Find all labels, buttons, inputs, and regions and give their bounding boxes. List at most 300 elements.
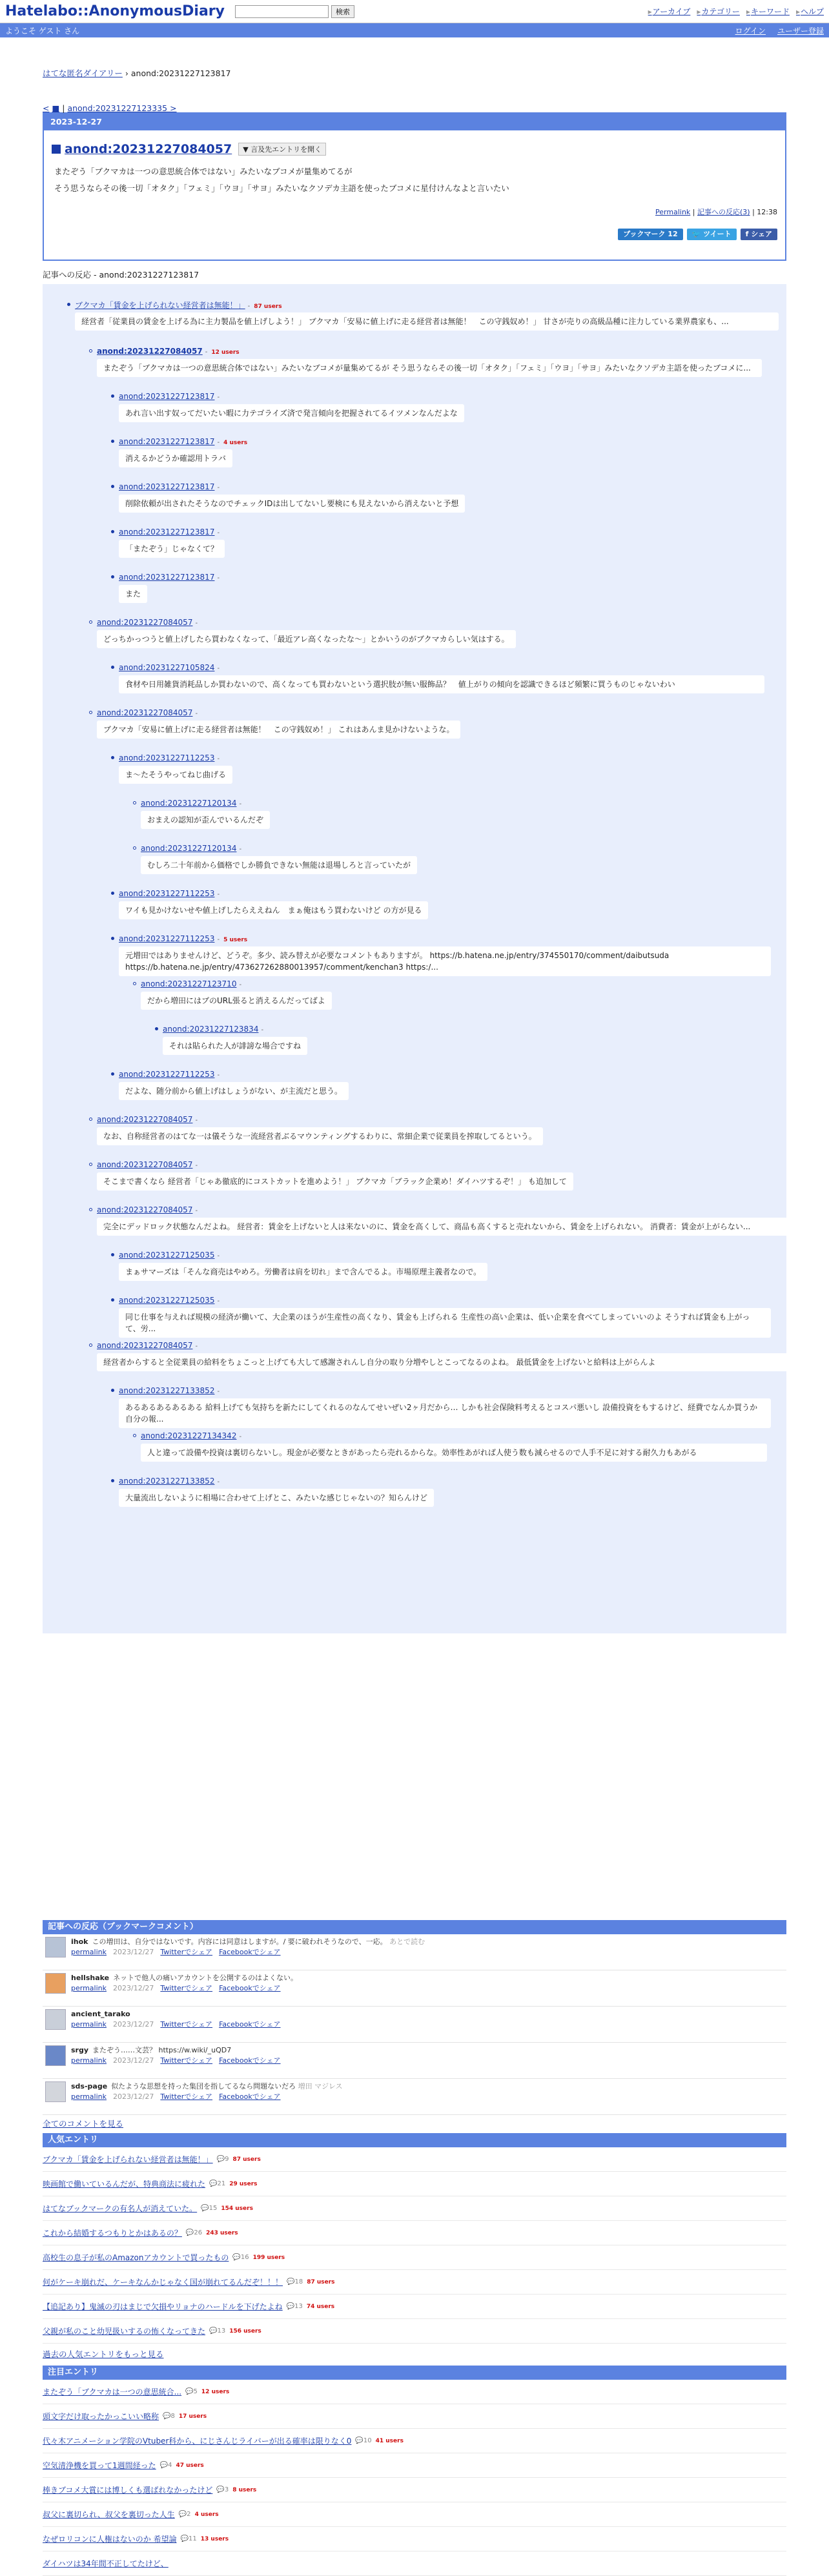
comment-twitter-share[interactable]: Twitterでシェア <box>160 1984 213 1992</box>
comment-count: 💬26 <box>185 2229 203 2236</box>
reaction-link[interactable]: anond:20231227123817 <box>119 392 215 401</box>
comment-date: 2023/12/27 <box>113 1948 154 1956</box>
comment-tag[interactable]: 増田 マジレス <box>296 2082 343 2090</box>
comment-count: 💬13 <box>286 2303 303 2310</box>
comment-count: 💬15 <box>201 2205 218 2212</box>
comment-facebook-share[interactable]: Facebookでシェア <box>219 1984 281 1992</box>
comment-count: 💬3 <box>216 2486 229 2493</box>
users-count: 87 users <box>232 2156 261 2163</box>
collapse-toggle[interactable]: - <box>217 891 220 898</box>
reaction-link[interactable]: anond:20231227084057 <box>97 708 193 717</box>
comment-user[interactable]: sds-page <box>71 2082 108 2090</box>
reaction-excerpt: なお、自称経営者のはてな一は儀そうな一流経営者ぶるマウンティングするわりに、常細企業で従業員を搾取してるという。 <box>97 1127 543 1145</box>
reaction-excerpt: むしろ二十年前から価格でしか勝負できない無能は退場しろと言っていたが <box>141 856 417 874</box>
bookmark-label: ブックマーク 12 <box>623 230 678 238</box>
bullet <box>89 620 92 624</box>
comment-facebook-share[interactable]: Facebookでシェア <box>219 2056 281 2065</box>
popular-title: 人気エントリ <box>43 2133 786 2147</box>
reaction-excerpt: 同じ仕事を与えれば規模の経済が働いて、大企業のほうが生産性の高くなり、賃金も上げられる 生産性の高い企業は、低い企業を食べてしまっていいのよ そうすれば賃金も上がって、労... <box>119 1308 771 1338</box>
entry-link[interactable]: なぜロリコンに人権はないのか 希望論 <box>43 2535 177 2544</box>
comment-facebook-share[interactable]: Facebookでシェア <box>219 1948 281 1956</box>
bullet <box>133 801 136 804</box>
welcome-text: ようこそ ゲスト さん <box>5 26 80 36</box>
reaction-link[interactable]: anond:20231227084057 <box>97 1115 193 1124</box>
entry-item <box>43 2295 786 2319</box>
breadcrumb-home[interactable]: はてな匿名ダイアリー <box>43 68 123 78</box>
reaction-link[interactable]: anond:20231227084057 <box>97 618 193 627</box>
bullet <box>111 1253 114 1256</box>
bullet <box>133 846 136 850</box>
breadcrumb-separator: › <box>125 68 128 78</box>
reaction-excerpt: 「またぞう」じゃなくて？ <box>119 540 225 558</box>
comment-body <box>71 1973 298 2003</box>
entry-line-1: またぞう「ブクマカは一つの意思統合体ではない」みたいなブコメが量集めてるが <box>54 167 353 176</box>
entry-item <box>43 2147 786 2172</box>
collapse-toggle[interactable]: - <box>217 665 220 672</box>
reaction-link[interactable]: anond:20231227125035 <box>119 1251 215 1260</box>
reaction-excerpt: まぁサマーズは「そんな商売はやめろ。労働者は肩を切れ」まで含んでるよ。市場原理主義者なので。 <box>119 1263 487 1281</box>
entry-time: 12:38 <box>757 208 777 216</box>
comment-permalink[interactable]: permalink <box>71 1984 107 1992</box>
reaction-link[interactable]: anond:20231227105824 <box>119 663 215 672</box>
avatar[interactable] <box>45 2045 66 2066</box>
reaction-tree <box>43 284 786 1633</box>
users-count: 41 users <box>375 2437 404 2444</box>
login-link[interactable]: ログイン <box>735 26 766 36</box>
search-input[interactable] <box>235 5 329 18</box>
comment-count: 💬2 <box>178 2511 191 2518</box>
entry-date: 2023-12-27 <box>44 114 785 130</box>
comment-date: 2023/12/27 <box>113 2020 154 2029</box>
reaction-excerpt: あれ言い出す奴ってだいたい暇に力テゴライズ済で発言傾向を把握されてるイツメンなんだよな <box>119 404 464 422</box>
bullet <box>89 1208 92 1211</box>
notable-title: 注目エントリ <box>43 2366 786 2380</box>
users-count: 5 users <box>223 937 248 943</box>
reaction-excerpt: 元増田ではありませんけど、どうぞ。多少、読み替えが必要なコメントもありますが。 https://b.hatena.ne.jp/entry/374550170/comment/daibutsuda https://b.hatena.ne.jp/entry/473627262880013957/comment/kenchan3 https:/... <box>119 946 771 976</box>
users-count: 74 users <box>306 2303 335 2310</box>
facebook-share-button[interactable] <box>741 229 777 240</box>
reaction-link-row <box>119 482 220 491</box>
entry-link[interactable]: またぞう「ブクマカは一つの意思統合... <box>43 2387 182 2397</box>
entry-link[interactable]: ブクマカ「賃金を上げられない経営者は無能！」 <box>43 2155 213 2164</box>
reaction-excerpt: 消えるかどうか確認用トラバ <box>119 449 232 467</box>
comment-permalink[interactable]: permalink <box>71 2020 107 2029</box>
reaction-excerpt: どっちかっつうと値上げしたら買わなくなって、「最近アレ高くなったな〜」とかいうのがブクマカらしい気はする。 <box>97 630 516 648</box>
collapse-toggle[interactable]: - <box>217 1388 220 1395</box>
header-nav <box>648 6 824 17</box>
comment-body <box>71 2081 343 2112</box>
bullet <box>89 1163 92 1166</box>
comment-count: 💬10 <box>355 2437 372 2444</box>
comment-user[interactable]: hellshake <box>71 1974 110 1982</box>
entry-item <box>43 2478 786 2502</box>
reaction-excerpt: だから増田にはブのURL張ると消えるんだってばよ <box>141 992 332 1010</box>
reaction-link[interactable]: anond:20231227084057 <box>97 347 203 356</box>
reaction-link[interactable]: anond:20231227084057 <box>97 1205 193 1214</box>
avatar[interactable] <box>45 1973 66 1994</box>
bullet <box>111 666 114 669</box>
reaction-excerpt: ま〜たそうやってねじ曲げる <box>119 766 232 784</box>
user-bar <box>0 23 829 37</box>
collapse-toggle[interactable]: - <box>217 1298 220 1305</box>
users-count: 12 users <box>201 2388 230 2395</box>
reaction-excerpt: 経営者からすると全従業員の給料をちょこっと上げても大して感謝されんし自分の取り分増やしとこってなるのよね。 最低賃金を上げないと給料は上がらんよ <box>97 1353 794 1371</box>
entry-link[interactable]: これから結婚するつもりとかはあるの？ <box>43 2229 182 2238</box>
entry-item <box>43 2380 786 2404</box>
comment-twitter-share[interactable]: Twitterでシェア <box>160 2092 213 2101</box>
reaction-link[interactable]: anond:20231227112253 <box>119 889 215 898</box>
comment-permalink[interactable]: permalink <box>71 2056 107 2065</box>
comment-links <box>71 1983 298 1994</box>
comment-body <box>71 1937 425 1967</box>
avatar[interactable] <box>45 2009 66 2030</box>
reaction-link[interactable]: anond:20231227123817 <box>119 573 215 582</box>
bullet <box>111 485 114 488</box>
collapse-toggle[interactable]: - <box>217 1478 220 1486</box>
site-header <box>0 0 829 23</box>
bullet <box>89 349 92 353</box>
reaction-excerpt: 食材や日用雑貨消耗品しか買わないので、高くなっても買わないという選択肢が無い服飾品？ 値上がりの傾向を認識できるほど頻繁に買うものじゃないわい <box>119 675 764 693</box>
reaction-link[interactable]: anond:20231227123834 <box>163 1025 259 1034</box>
reaction-link[interactable]: anond:20231227084057 <box>97 1341 193 1350</box>
all-comments-link[interactable]: 全てのコメントを見る <box>43 2119 124 2129</box>
reaction-excerpt: 削除依頼が出されたそうなのでチェックIDは出してないし要検にも見えないから消えないと予想 <box>119 495 465 513</box>
reaction-excerpt: それは貼られた人が誹謗な場合ですね <box>163 1037 307 1055</box>
entry-link[interactable]: 映画館で働いているんだが、特典商法に疲れた <box>43 2180 206 2189</box>
reaction-link[interactable]: anond:20231227120134 <box>141 844 237 853</box>
collapse-toggle[interactable]: - <box>195 710 198 717</box>
reaction-link-row <box>119 662 220 672</box>
reaction-link-row <box>119 753 220 762</box>
square-icon <box>52 145 61 154</box>
comment-links <box>71 2019 287 2030</box>
collapse-toggle[interactable]: - <box>195 620 198 627</box>
bullet <box>111 892 114 895</box>
entry-item <box>43 2221 786 2245</box>
bullet <box>89 1344 92 1347</box>
reaction-link-row <box>119 436 247 446</box>
reaction-excerpt: 経営者「従業員の賃金を上げる為に主力製品を値上げしよう！」 ブクマカ「安易に値上げに走る経営者は無能！ この守銭奴め！」 甘さが売りの高級品種に注力している業界農家も、... <box>75 312 779 331</box>
collapse-toggle[interactable]: - <box>217 484 220 491</box>
comment-user[interactable]: ancient_tarako <box>71 2010 130 2018</box>
comments-title: 記事への反応（ブックマークコメント） <box>43 1920 786 1934</box>
reaction-excerpt: おまえの認知が歪んでいるんだぞ <box>141 811 270 829</box>
reaction-link-row <box>141 979 241 988</box>
reaction-link[interactable]: anond:20231227120134 <box>141 799 237 808</box>
reaction-link[interactable]: anond:20231227133852 <box>119 1386 215 1395</box>
reaction-link[interactable]: anond:20231227112253 <box>119 934 215 943</box>
reaction-link-row <box>97 1205 198 1214</box>
users-count: 156 users <box>229 2327 261 2335</box>
collapse-toggle[interactable]: - <box>239 846 242 853</box>
comment-date: 2023/12/27 <box>113 1984 154 1992</box>
entry-title[interactable]: anond:20231227084057 <box>65 142 232 156</box>
register-link[interactable]: ユーザー登録 <box>777 26 824 36</box>
prev-link[interactable]: < <box>43 103 50 113</box>
bullet <box>111 575 114 578</box>
reaction-link[interactable]: ブクマカ「賃金を上げられない経営者は無能！」 <box>75 301 245 310</box>
bullet <box>111 937 114 940</box>
entry-link[interactable]: 頭文字だけ取ったかっこいい略称 <box>43 2412 159 2421</box>
comment-item <box>43 2079 786 2115</box>
entry-link[interactable]: 父親が私のこと幼児扱いするの怖くなってきた <box>43 2327 206 2336</box>
reaction-link-row <box>97 1340 198 1350</box>
comment-text: 似たような思想を持った集団を指してるなら問題ないだろ <box>111 2082 296 2090</box>
bullet <box>111 394 114 398</box>
comment-count: 💬9 <box>216 2156 229 2163</box>
twitter-bird-icon: 🐦 <box>691 230 704 238</box>
comment-facebook-share[interactable]: Facebookでシェア <box>219 2020 281 2029</box>
entry-item <box>43 2319 786 2344</box>
comment-tag[interactable]: あとで読む <box>387 1937 425 1946</box>
comment-facebook-share[interactable]: Facebookでシェア <box>219 2092 281 2101</box>
reaction-link[interactable]: anond:20231227123817 <box>119 527 215 537</box>
comment-permalink[interactable]: permalink <box>71 1948 107 1956</box>
reaction-link-row <box>97 708 198 717</box>
collapse-toggle[interactable]: - <box>261 1027 264 1034</box>
more-popular-link[interactable]: 過去の人気エントリをもっと見る <box>43 2349 164 2359</box>
open-referenced-label: 言及先エントリを開く <box>251 145 322 154</box>
users-count: 17 users <box>178 2413 207 2420</box>
comment-date: 2023/12/27 <box>113 2092 154 2101</box>
bullet <box>111 440 114 443</box>
avatar[interactable] <box>45 1937 66 1958</box>
comment-twitter-share[interactable]: Twitterでシェア <box>160 2020 213 2029</box>
breadcrumb-current: anond:20231227123817 <box>130 68 231 78</box>
reaction-link-row <box>119 934 247 943</box>
users-count: 13 users <box>200 2535 229 2542</box>
collapse-toggle[interactable]: - <box>205 349 208 356</box>
reaction-excerpt: 完全にデッドロック状態なんだよね。 経営者：賃金を上げないと人は来ないのに、賃金を高くして、商品も高くすると売れないから、賃金を上げられない。 消費者：賃金が上がらない... <box>97 1218 794 1236</box>
entry-link[interactable]: 棒きブコメ大賞には博しくも選ばれなかったけど <box>43 2486 213 2495</box>
bullet <box>155 1027 158 1030</box>
users-count: 12 users <box>211 349 240 356</box>
comment-count: 💬13 <box>209 2327 226 2335</box>
comment-text: またぞう……文芸？ https://w.wiki/_uQD7 <box>92 2046 232 2054</box>
reaction-link[interactable]: anond:20231227112253 <box>119 753 215 762</box>
comment-list <box>43 1934 786 2115</box>
tweet-label: ツイート <box>703 230 732 238</box>
reaction-title: 記事への反応 - anond:20231227123817 <box>43 270 200 280</box>
users-count: 8 users <box>232 2486 257 2493</box>
entry-item <box>43 2502 786 2527</box>
comment-text: この増田は、自分ではないです。内容には同意はしますが。/ 要に破われそうなので、一応。 <box>92 1937 387 1946</box>
bullet <box>111 1479 114 1482</box>
comment-links <box>71 2056 287 2066</box>
comment-count: 💬16 <box>232 2254 249 2261</box>
reaction-link[interactable]: anond:20231227133852 <box>119 1477 215 1486</box>
entry-nav: < ■ | anond:20231227123335 > <box>43 103 177 113</box>
reaction-excerpt: また <box>119 585 147 603</box>
entry-link[interactable]: 高校生の息子が私のAmazonアカウントで買ったもの <box>43 2253 229 2262</box>
permalink[interactable]: Permalink <box>655 208 691 216</box>
comment-date: 2023/12/27 <box>113 2056 154 2065</box>
collapse-toggle[interactable]: - <box>217 394 220 401</box>
reaction-link-row <box>141 843 241 853</box>
popular-list <box>43 2147 786 2344</box>
reaction-link[interactable]: anond:20231227134342 <box>141 1431 237 1440</box>
collapse-toggle[interactable]: - <box>217 529 220 537</box>
nav-archive[interactable]: ▸ アーカイブ <box>648 6 691 17</box>
reaction-excerpt: 人と違って設備や投資は裏切らないし。現金が必要なときがあったら売れるからな。効率性あがれば人使う数も減らせるので人手不足に対する耐久力もあがる <box>141 1444 767 1462</box>
comment-count: 💬8 <box>163 2413 175 2420</box>
entry-line-2: そう思うならその後一切「オタク」「フェミ」「ウヨ」「サヨ」みたいなクソデカ主語を使ったブコメに星付けんなよと言いたい <box>54 183 509 193</box>
comment-body <box>71 2009 287 2039</box>
reaction-link-row <box>119 1069 220 1079</box>
reaction-link[interactable]: anond:20231227123817 <box>119 482 215 491</box>
users-count: 154 users <box>221 2205 253 2212</box>
entry-link[interactable]: はてなブックマークの有名人が消えていた。 <box>43 2204 198 2213</box>
share-buttons <box>44 217 785 240</box>
collapse-toggle[interactable]: - <box>217 439 220 446</box>
collapse-toggle[interactable]: - <box>195 1207 198 1214</box>
reaction-link-row <box>163 1024 263 1034</box>
comment-user[interactable]: ihok <box>71 1937 88 1946</box>
avatar[interactable] <box>45 2081 66 2102</box>
users-count: 4 users <box>194 2511 219 2518</box>
reaction-link-row <box>141 1431 241 1440</box>
reaction-link-row <box>141 798 241 808</box>
entry-item <box>43 2551 786 2576</box>
collapse-toggle[interactable]: - <box>239 801 242 808</box>
bullet <box>111 530 114 533</box>
entry-footer: Permalink | 記事への反応(3) | 12:38 <box>655 208 777 216</box>
nav-help[interactable]: ▸ ヘルプ <box>796 6 824 17</box>
users-count: 243 users <box>206 2229 238 2236</box>
collapse-toggle[interactable]: - <box>217 1252 220 1260</box>
comment-item <box>43 2007 786 2043</box>
bullet <box>89 711 92 714</box>
entry-link[interactable]: ダイハツは34年間不正してたけど、 <box>43 2559 169 2568</box>
users-count: 87 users <box>254 303 282 310</box>
breadcrumb <box>43 37 786 81</box>
share-label: シェア <box>751 230 772 238</box>
home-square-link[interactable]: ■ <box>52 103 60 113</box>
users-count: 47 users <box>176 2462 204 2469</box>
reaction-link-row <box>75 300 282 311</box>
comment-count: 💬5 <box>185 2388 198 2395</box>
reaction-excerpt: 大量流出しないように相場に合わせて上げとこ、みたいな感じじゃないの？知らんけど <box>119 1489 434 1507</box>
users-count: 4 users <box>223 440 248 446</box>
entry-link[interactable]: 叔父に裏切られ、叔父を裏切った人生 <box>43 2510 175 2519</box>
reaction-link-row <box>97 346 240 356</box>
collapse-toggle[interactable]: - <box>195 1117 198 1124</box>
reaction-link-row <box>119 391 220 401</box>
collapse-toggle[interactable]: - <box>217 1072 220 1079</box>
reaction-link-row <box>97 1114 198 1124</box>
facebook-icon: f <box>745 230 752 238</box>
comment-body <box>71 2045 287 2076</box>
entry-link[interactable]: 【追記あり】鬼滅の刃はまじで欠損やリョナのハードルを下げたよね <box>43 2302 283 2311</box>
entry-link[interactable]: 空気清浄機を買って1週間経った <box>43 2461 156 2470</box>
bullet <box>111 1072 114 1076</box>
reaction-link[interactable]: anond:20231227125035 <box>119 1296 215 1305</box>
reaction-link-row <box>119 527 220 537</box>
entry-link[interactable]: 何がケーキ崩れだ、ケーキなんかじゃなく国が崩れてるんだぞ！！！ <box>43 2278 283 2287</box>
entry-item <box>43 2429 786 2453</box>
collapse-toggle[interactable]: - <box>239 1433 242 1440</box>
reaction-excerpt: そこまで書くなら 経営者「じゃあ徹底的にコストカットを進めよう！」 ブクマカ「ブラック企業め！ダイハツするぞ！」 も追加して <box>97 1172 573 1191</box>
entry-link[interactable]: 代々木アニメーション学院のVtuber科から、にじさんじライバーが出る確率は限りなく0 <box>43 2437 352 2446</box>
collapse-toggle[interactable]: - <box>217 755 220 762</box>
comment-permalink[interactable]: permalink <box>71 2092 107 2101</box>
entry-item <box>43 2404 786 2429</box>
comment-count: 💬11 <box>180 2535 197 2542</box>
bullet <box>133 982 136 985</box>
bullet <box>111 1298 114 1302</box>
comment-twitter-share[interactable]: Twitterでシェア <box>160 1948 213 1956</box>
users-count: 199 users <box>252 2254 285 2261</box>
collapse-toggle[interactable]: - <box>217 575 220 582</box>
collapse-toggle[interactable]: - <box>217 936 220 943</box>
collapse-toggle[interactable]: - <box>247 303 251 310</box>
reaction-link-row <box>119 1476 220 1486</box>
entry-item <box>43 2245 786 2270</box>
reaction-link-row <box>119 1295 220 1305</box>
next-link[interactable]: anond:20231227123335 > <box>67 103 177 113</box>
users-count: 29 users <box>229 2180 258 2187</box>
entry-item <box>43 2270 786 2295</box>
open-referenced-button[interactable]: ▼ 言及先エントリを開く <box>238 143 326 156</box>
site-logo[interactable]: Hatelabo::AnonymousDiary <box>5 3 225 19</box>
reactions-link[interactable]: 記事への反応(3) <box>697 208 750 216</box>
bullet <box>133 1434 136 1437</box>
search-button[interactable]: 検索 <box>331 5 354 18</box>
reaction-link-row <box>119 888 220 898</box>
nav-category[interactable]: ▸ カテゴリー <box>697 6 740 17</box>
hatena-bookmark-button[interactable] <box>618 229 682 240</box>
entry-item <box>43 2172 786 2196</box>
collapse-toggle[interactable]: - <box>195 1162 198 1169</box>
reaction-excerpt: またぞう「ブクマカは一つの意思統合体ではない」みたいなブコメが量集めてるが そう思うならその後一切「オタク」「フェミ」「ウヨ」「サヨ」みたいなクソデカ主語を使ったブコメに... <box>97 359 762 377</box>
comment-item <box>43 1970 786 2007</box>
tweet-button[interactable] <box>687 229 737 240</box>
reaction-link-row <box>97 617 198 627</box>
reaction-excerpt: あるあるあるあるある 給料上げても気持ちを新たにしてくれるのなんてせいぜい2ヶ月だから… しかも社会保険料考えるとコスパ悪いし 設備投資をもするけど、経費でなんか買うか自分の報... <box>119 1398 771 1428</box>
reaction-link[interactable]: anond:20231227112253 <box>119 1070 215 1079</box>
bullet <box>67 303 70 306</box>
reaction-link[interactable]: anond:20231227123710 <box>141 979 237 988</box>
comment-count: 💬18 <box>287 2278 303 2285</box>
notable-list <box>43 2380 786 2576</box>
comment-text: ネットで他人の痛いアカウントを公開するのはよくない。 <box>113 1974 298 1982</box>
reaction-excerpt: ブクマカ「安易に値上げに走る経営者は無能！ この守銭奴め！」 これはあんま見かけないような。 <box>97 721 460 739</box>
collapse-toggle[interactable]: - <box>195 1343 198 1350</box>
reaction-link[interactable]: anond:20231227084057 <box>97 1160 193 1169</box>
comment-links <box>71 1947 425 1958</box>
nav-keyword[interactable]: ▸ キーワード <box>746 6 790 17</box>
reaction-link-row <box>97 1160 198 1169</box>
reaction-excerpt: だよな、随分前から値上げはしょうがない、が主流だと思う。 <box>119 1082 349 1100</box>
entry-card <box>43 112 786 261</box>
comment-user[interactable]: srgy <box>71 2046 89 2054</box>
comment-count: 💬4 <box>159 2462 172 2469</box>
reaction-link-row <box>119 572 220 582</box>
comment-twitter-share[interactable]: Twitterでシェア <box>160 2056 213 2065</box>
comment-item <box>43 1934 786 1970</box>
reaction-excerpt: ワイも見かけないせや値上げしたらええねん まぁ俺はもう買わないけど の方が見る <box>119 901 428 919</box>
entry-item <box>43 2527 786 2551</box>
comment-count: 💬21 <box>209 2180 226 2187</box>
entry-item <box>43 2453 786 2478</box>
reaction-link-row <box>119 1385 220 1395</box>
comment-item <box>43 2043 786 2079</box>
users-count: 87 users <box>307 2278 335 2285</box>
entry-item <box>43 2196 786 2221</box>
bullet <box>89 1118 92 1121</box>
reaction-link[interactable]: anond:20231227123817 <box>119 437 215 446</box>
collapse-toggle[interactable]: - <box>239 981 242 988</box>
